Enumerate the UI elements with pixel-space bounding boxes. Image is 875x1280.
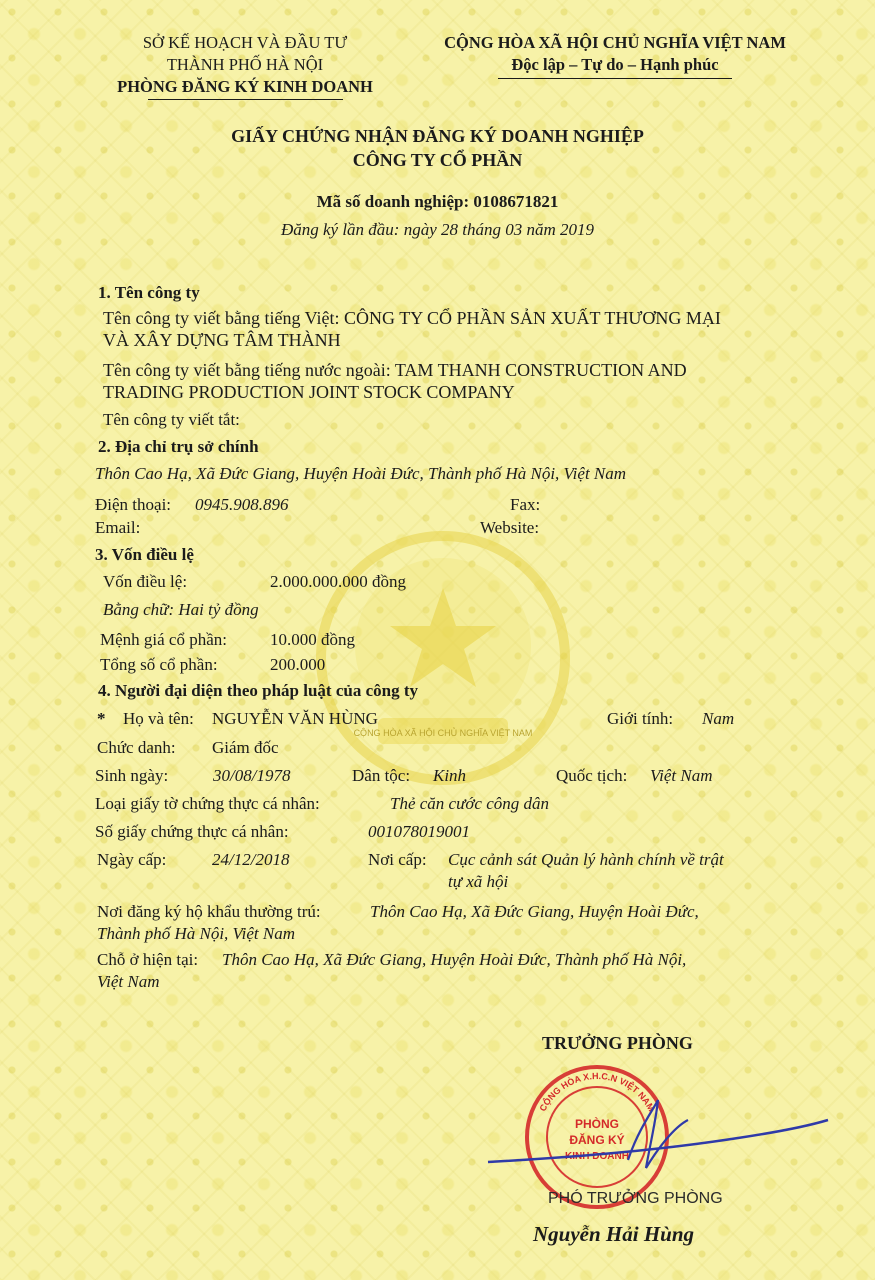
company-type: CÔNG TY CỔ PHẦN bbox=[352, 150, 523, 170]
signer-name: Nguyễn Hải Hùng bbox=[533, 1222, 695, 1246]
deputy-head-title: PHÓ TRƯỞNG PHÒNG bbox=[548, 1190, 723, 1207]
issue-place-line2: tự xã hội bbox=[448, 872, 509, 891]
dob-label: Sinh ngày: bbox=[95, 766, 169, 785]
vn-company-name-line1: Tên công ty viết bằng tiếng Việt: CÔNG TY CỔ PHẦN SẢN XUẤT THƯƠNG MẠI bbox=[103, 308, 721, 328]
section-4-heading: 4. Người đại diện theo pháp luật của công ty bbox=[98, 681, 418, 700]
total-shares-label: Tổng số cổ phần: bbox=[100, 655, 218, 674]
header-right-rule bbox=[498, 78, 732, 79]
charter-capital-label: Vốn điều lệ: bbox=[103, 572, 188, 591]
charter-capital-value: 2.000.000.000 đồng bbox=[270, 572, 406, 591]
rep-name-label: Họ và tên: bbox=[123, 709, 194, 728]
foreign-company-name-line1: Tên công ty viết bằng tiếng nước ngoài: TAM THANH CONSTRUCTION AND bbox=[103, 360, 687, 380]
national-motto: Độc lập – Tự do – Hạnh phúc bbox=[511, 55, 719, 74]
current-address-line2: Việt Nam bbox=[97, 972, 160, 991]
handwritten-signature bbox=[478, 1090, 838, 1180]
issuer-department: SỞ KẾ HOẠCH VÀ ĐẦU TƯ bbox=[142, 33, 348, 52]
phone-value: 0945.908.896 bbox=[195, 495, 289, 514]
par-value-label: Mệnh giá cổ phần: bbox=[100, 630, 227, 649]
par-value: 10.000 đồng bbox=[270, 630, 355, 649]
enterprise-code: Mã số doanh nghiệp: 0108671821 bbox=[316, 192, 559, 211]
issue-place-line1: Cục cảnh sát Quản lý hành chính về trật bbox=[448, 850, 724, 869]
section-2-heading: 2. Địa chỉ trụ sở chính bbox=[98, 437, 259, 456]
stamp-text-line3: KINH DOANH bbox=[565, 1151, 629, 1162]
national-title: CỘNG HÒA XÃ HỘI CHỦ NGHĨA VIỆT NAM bbox=[444, 33, 786, 52]
id-number-value: 001078019001 bbox=[368, 822, 470, 841]
issue-place-label: Nơi cấp: bbox=[368, 850, 427, 869]
rep-name-value: NGUYỄN VĂN HÙNG bbox=[212, 709, 378, 728]
ethnicity-value: Kinh bbox=[433, 766, 467, 785]
first-registration-date: Đăng ký lần đầu: ngày 28 tháng 03 năm 2019 bbox=[280, 220, 595, 239]
section-3-heading: 3. Vốn điều lệ bbox=[95, 545, 194, 564]
dob-value: 30/08/1978 bbox=[213, 766, 291, 785]
id-number-label: Số giấy chứng thực cá nhân: bbox=[95, 822, 289, 841]
gender-value: Nam bbox=[702, 709, 735, 728]
id-type-value: Thẻ căn cước công dân bbox=[390, 794, 550, 813]
stamp-ring-text: CỘNG HÒA X.H.C.N VIỆT NAM bbox=[537, 1070, 657, 1113]
vn-company-name-line2: VÀ XÂY DỰNG TÂM THÀNH bbox=[103, 330, 341, 350]
position-value: Giám đốc bbox=[212, 738, 279, 757]
bullet-marker: * bbox=[97, 709, 106, 728]
issue-date-label: Ngày cấp: bbox=[97, 850, 167, 869]
ethnicity-label: Dân tộc: bbox=[352, 766, 411, 785]
stamp-text-line2: ĐĂNG KÝ bbox=[569, 1133, 625, 1147]
gender-label: Giới tính: bbox=[607, 709, 674, 728]
stamp-text-line1: PHÒNG bbox=[574, 1117, 620, 1131]
permanent-residence-line1: Thôn Cao Hạ, Xã Đức Giang, Huyện Hoài Đức, bbox=[370, 902, 699, 921]
head-office-address: Thôn Cao Hạ, Xã Đức Giang, Huyện Hoài Đức, Thành phố Hà Nội, Việt Nam bbox=[95, 464, 627, 483]
foreign-company-name-line2: TRADING PRODUCTION JOINT STOCK COMPANY bbox=[103, 382, 515, 402]
issue-date-value: 24/12/2018 bbox=[212, 850, 290, 869]
website-label: Website: bbox=[480, 518, 540, 537]
certificate-title: GIẤY CHỨNG NHẬN ĐĂNG KÝ DOANH NGHIỆP bbox=[231, 126, 644, 146]
phone-label: Điện thoại: bbox=[95, 495, 172, 514]
issuer-city: THÀNH PHỐ HÀ NỘI bbox=[166, 55, 324, 74]
header-left-rule bbox=[148, 99, 343, 100]
id-type-label: Loại giấy tờ chứng thực cá nhân: bbox=[95, 794, 320, 813]
permanent-residence-line2: Thành phố Hà Nội, Việt Nam bbox=[97, 924, 296, 943]
current-address-line1: Thôn Cao Hạ, Xã Đức Giang, Huyện Hoài Đức, Thành phố Hà Nội, bbox=[222, 950, 687, 969]
nationality-label: Quốc tịch: bbox=[556, 766, 628, 785]
total-shares-value: 200.000 bbox=[270, 655, 326, 674]
emblem-ribbon-text: CỘNG HÒA XÃ HỘI CHỦ NGHĨA VIỆT NAM bbox=[353, 728, 533, 738]
capital-in-words: Bằng chữ: Hai tỷ đồng bbox=[103, 600, 259, 619]
position-label: Chức danh: bbox=[97, 738, 176, 757]
short-name-label: Tên công ty viết tắt: bbox=[103, 410, 240, 429]
section-1-heading: 1. Tên công ty bbox=[98, 283, 200, 302]
nationality-value: Việt Nam bbox=[650, 766, 713, 785]
current-address-label: Chỗ ở hiện tại: bbox=[97, 950, 199, 969]
issuer-office: PHÒNG ĐĂNG KÝ KINH DOANH bbox=[117, 77, 373, 96]
permanent-residence-label: Nơi đăng ký hộ khẩu thường trú: bbox=[97, 902, 321, 921]
head-of-office-title: TRƯỞNG PHÒNG bbox=[542, 1033, 693, 1053]
email-label: Email: bbox=[95, 518, 141, 537]
fax-label: Fax: bbox=[510, 495, 541, 514]
